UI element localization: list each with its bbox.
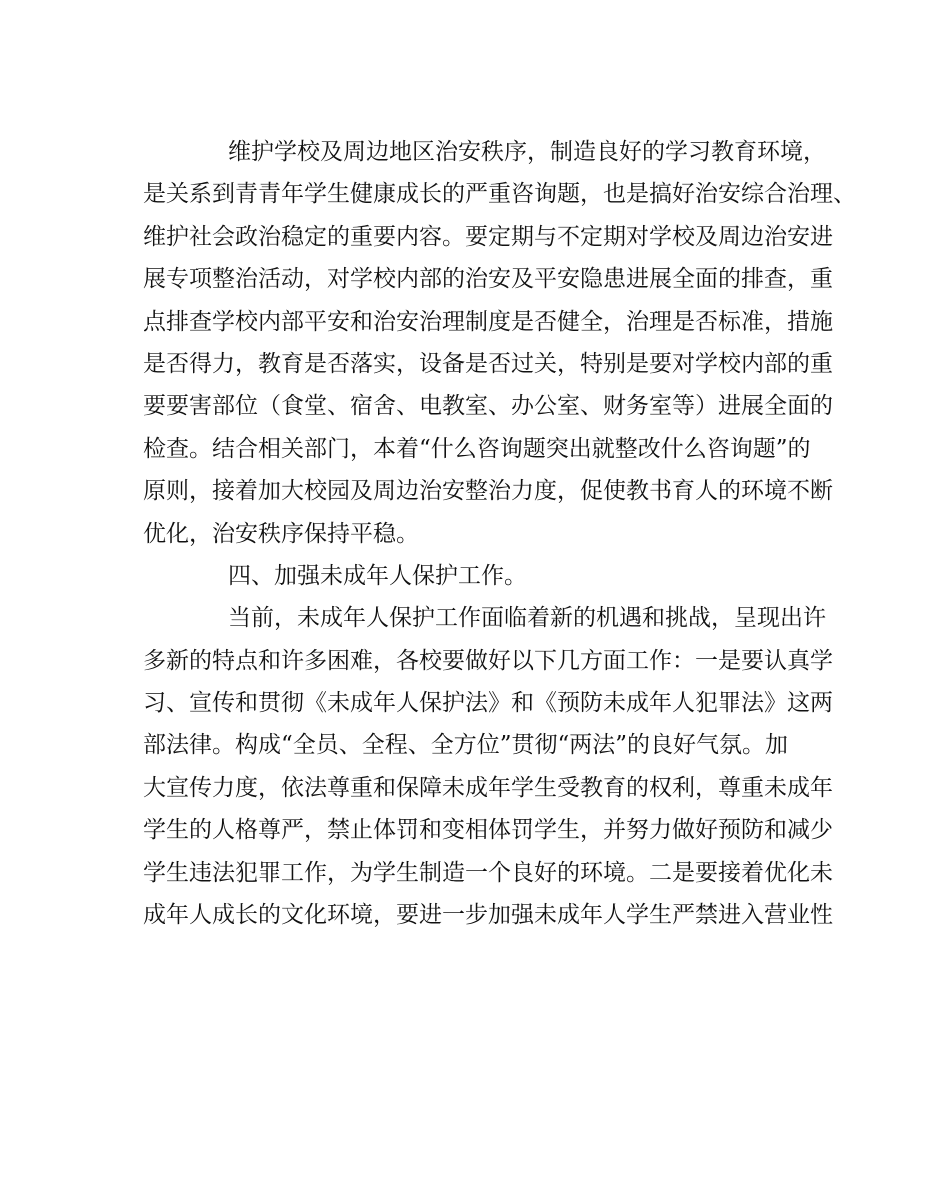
text-line: 习、宣传和贯彻《未成年人保护法》和《预防未成年人犯罪法》这两 <box>143 690 833 717</box>
text-line: 展专项整治活动，对学校内部的治安及平安隐患进展全面的排查，重 <box>143 266 833 293</box>
text-line: 检查。结合相关部门，本着“什么咨询题突出就整改什么咨询题”的 <box>143 435 811 462</box>
text-line: 维护社会政治稳定的重要内容。要定期与不定期对学校及周边治安进 <box>143 223 833 250</box>
text-line: 大宣传力度，依法尊重和保障未成年学生受教育的权利，尊重未成年 <box>143 774 833 801</box>
text-line: 是关系到青青年学生健康成长的严重咨询题，也是搞好治安综合治理、 <box>143 181 856 208</box>
text-line: 是否得力，教育是否落实，设备是否过关，特别是要对学校内部的重 <box>143 350 833 377</box>
document-body <box>143 131 856 936</box>
section-heading-four <box>143 555 823 597</box>
text-line: 四、加强未成年人保护工作。 <box>228 562 527 589</box>
paragraph-minor-protection <box>143 597 833 936</box>
text-line: 维护学校及周边地区治安秩序，制造良好的学习教育环境， <box>228 139 826 165</box>
text-line: 部法律。构成“全员、全程、全方位”贯彻“两法”的良好气氛。加 <box>143 732 789 759</box>
text-line: 学生违法犯罪工作，为学生制造一个良好的环境。二是要接着优化未 <box>143 859 833 886</box>
text-line: 优化，治安秩序保持平稳。 <box>143 520 419 547</box>
text-line: 原则，接着加大校园及周边治安整治力度，促使教书育人的环境不断 <box>143 478 833 505</box>
text-line: 多新的特点和许多困难，各校要做好以下几方面工作：一是要认真学 <box>143 647 833 674</box>
text-line: 要要害部位（食堂、宿舍、电教室、办公室、财务室等）进展全面的 <box>143 393 833 420</box>
paragraph-school-security <box>143 131 856 555</box>
text-line: 成年人成长的文化环境，要进一步加强未成年人学生严禁进入营业性 <box>143 902 833 929</box>
text-line: 当前，未成年人保护工作面临着新的机遇和挑战，呈现出许 <box>228 605 826 632</box>
text-line: 点排查学校内部平安和治安治理制度是否健全，治理是否标准，措施 <box>143 308 833 335</box>
text-line: 学生的人格尊严，禁止体罚和变相体罚学生，并努力做好预防和减少 <box>143 817 833 844</box>
